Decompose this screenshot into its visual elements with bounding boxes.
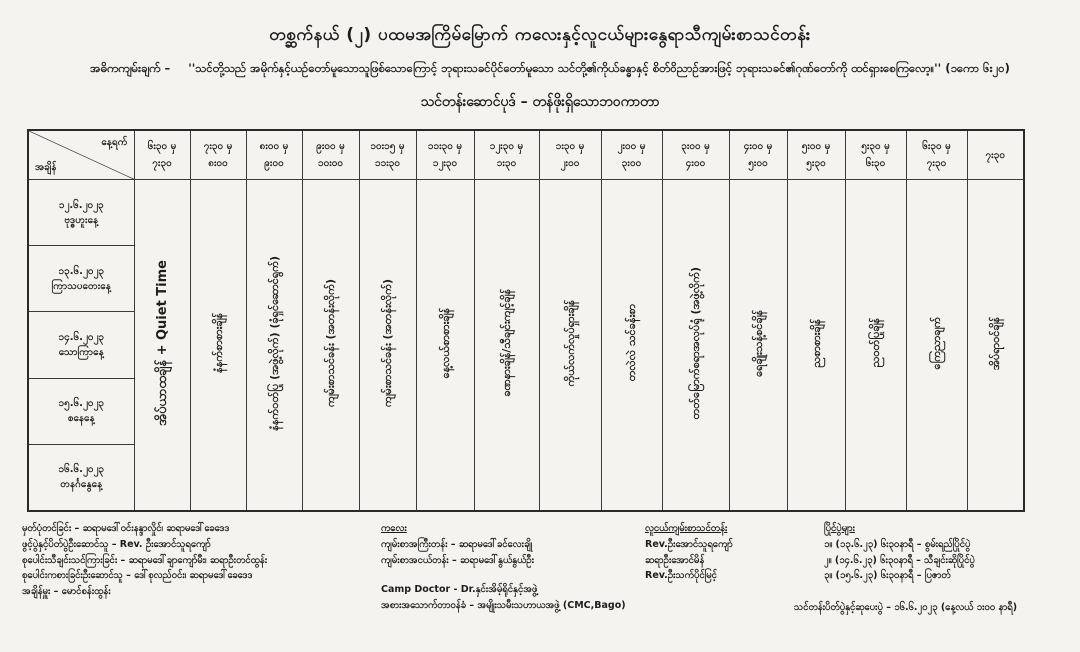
time-slot-8: ၁း၃၀ မှ ၂း၀၀ [539, 130, 601, 180]
activity-cell-2 [190, 180, 246, 511]
activity-label: အိပ်ရာဝင်ချိန် [988, 316, 1002, 370]
activity-label: ကြေညာချက် [930, 316, 943, 370]
list-item: Rev.ဦးအောင်သူရကျော် [645, 538, 733, 550]
list-item: အချိန်မှူး – မောင်စန်းထွန်း [22, 586, 111, 598]
date-cell-1: ၁၂.၆.၂၀၂၃ ဗုဒ္ဓဟူးနေ့ [28, 180, 134, 246]
activity-label: ညဝတ်ပြုချိန် [869, 318, 882, 368]
activity-cell-1 [134, 180, 190, 511]
activity-label: နေ့လယ်စာစားချိန် [438, 307, 452, 379]
food-in-charge: အစားအသောက်တာဝန်ခံ – အမျိုးသမီးသဟာယအဖွဲ့ (CMC,Bago) [381, 600, 626, 612]
closing-ceremony-note: သင်တန်းပိတ်ပွဲနှင့်ဆုပေးပွဲ – ၁၆.၆.၂၀၂၃ (နေ့လယ် ၁း၀၀ နာရီ) [794, 602, 1018, 614]
time-slot-5: ၁၀း၁၅ မှ ၁၁း၃၀ [359, 130, 416, 180]
footer-staff-list [22, 521, 362, 600]
corner-label-time: အချိန် [35, 162, 57, 174]
theme-subtitle: သင်တန်းဆောင်ပုဒ် – တန်ဖိုးရှိသောဘဝကာတာ [420, 94, 660, 110]
activity-label: တလဲလဲ သင်ခန်းစာ [625, 304, 638, 382]
activity-cell-15 [967, 180, 1024, 511]
time-slot-1: ၆း၃၀ မှ ၇း၃၀ [134, 130, 190, 180]
activity-label: ကျမ်းစာသင်ခန်း (အတန်းလိုက်) [381, 279, 394, 408]
date-cell-3: ၁၄.၆.၂၀၂၃ သောကြာနေ့ [28, 312, 134, 378]
list-item: Rev.ဦးသက်ပိုင်မြင့် [645, 570, 717, 582]
list-item: ဆရာဦးအောင်မိန် [645, 554, 705, 566]
footer-youth-teachers [645, 521, 805, 584]
list-item: ဖွင့်ပွဲနှင့်ပိတ်ပွဲဦးဆောင်သူ – Rev. ဦးအောင်သူရကျော် [22, 538, 211, 550]
time-slot-12: ၅း၀၀ မှ ၅း၃၀ [787, 130, 845, 180]
activity-cell-4 [302, 180, 359, 511]
activity-cell-12 [787, 180, 845, 511]
activity-label: ကျမ်းစာသင်ခန်း (အတန်းလိုက်) [324, 279, 337, 408]
list-item: ကျမ်းစာအငယ်တန်း – ဆရာမဒေါ်နွယ်နွယ်ဦး [381, 554, 534, 566]
time-slot-7: ၁၂း၃၀ မှ ၁း၃၀ [474, 130, 539, 180]
list-item: ၁။ (၁၃.၆.၂၃) ၆း၃၀နာရီ – စွမ်းရည်ပြိုင်ပွဲ [824, 538, 971, 550]
list-item: ကျမ်းစာအကြီးတန်း – ဆရာမဒေါ်ခင်လေးချို [381, 538, 533, 550]
activity-label: ကိုယ်လက်လှုပ်ရှားချိန် [563, 299, 577, 387]
time-header-row [28, 130, 1024, 180]
time-slot-10: ၃း၀၀ မှ ၄း၀၀ [662, 130, 729, 180]
time-slot-15: ၇း၃၀ [967, 130, 1024, 180]
competitions-heading: ပြိုင်ပွဲများ [824, 523, 855, 534]
list-item: မှတ်ပုံတင်ခြင်း – ဆရာမဒေါ်ဝင်းနန္ဒာလှိုင်၊ ဆရာမဒေါ်ခေဒေဒ [22, 523, 230, 534]
activity-label: အိပ်ယာထချိန် + Quiet Time [154, 260, 170, 427]
key-verse-text: ''သင်တို့သည် အမိုက်နှင့်ယဉ်တော်မူသောသူဖြစ်သောကြောင့် ဘုရားသခင်ပိုင်တော်မူသော သင်တို့၏ကိုယ်ခန္ဓာနှင့် စိတ်ဝိညာဉ်အားဖြင့် ဘုရားသခင်၏ဂုဏ်တော်ကို ထင်ရှားစေကြလော့။'' (၁ကော ၆း၂၀) [188, 61, 1010, 75]
time-slot-3: ၈း၀၀ မှ ၉း၀၀ [246, 130, 302, 180]
key-verse-label: အဓိကကျမ်းချက် – [90, 61, 171, 75]
list-item: ၂။ (၁၄.၆.၂၃) ၆း၃၀နာရီ – သီချင်းဆိုပြိုင်ပွဲ [824, 554, 975, 566]
table-row [28, 180, 1024, 246]
activity-cell-11 [729, 180, 787, 511]
activity-label: ညစာစားချိန် [809, 318, 823, 368]
activity-label: ခဏနားချိန်/သီချင်းကျင့်ချိန် [500, 289, 513, 397]
corner-cell [28, 130, 134, 180]
time-slot-4: ၉း၀၀ မှ ၁၀း၀၀ [302, 130, 359, 180]
activity-label: နံနက်ဝတ်ပြု (အဖွဲ့လိုက်) (ခုံရှင်ဆောင်ရွက်) [267, 255, 281, 431]
activity-cell-5 [359, 180, 416, 511]
time-slot-11: ၄း၀၀ မှ ၅း၀၀ [729, 130, 787, 180]
schedule-table [27, 129, 1025, 512]
corner-label-date: နေ့ရက် [101, 137, 128, 149]
activity-label: တတ်မြောက်စရာအလုပ်ရုံ (အဖွဲ့လိုက်) [689, 266, 702, 420]
footer-competitions [794, 521, 1074, 616]
activity-cell-6 [416, 180, 474, 511]
activity-cell-3 [246, 180, 302, 511]
activity-label: ရေချိုးသန့်စင်ချိန် [751, 309, 765, 377]
activity-cell-7 [474, 180, 539, 511]
list-item: ၃။ (၁၅.၆.၂၃) ၆း၃၀နာရီ – ပြဇာတ် [824, 570, 951, 582]
time-slot-9: ၂း၀၀ မှ ၃း၀၀ [601, 130, 662, 180]
time-slot-14: ၆း၃၀ မှ ၇း၃၀ [906, 130, 967, 180]
time-slot-13: ၅း၃၀ မှ ၆း၃၀ [845, 130, 906, 180]
activity-cell-8 [539, 180, 601, 511]
camp-doctor: Camp Doctor - Dr.နှင်းအိမ့်ရိုင်နှင့်အဖွဲ့ [381, 584, 538, 596]
activity-cell-10 [662, 180, 729, 511]
key-verse [40, 61, 1060, 78]
date-cell-2: ၁၃.၆.၂၀၂၃ ကြာသပတေးနေ့ [28, 246, 134, 312]
time-slot-6: ၁၁း၃၀ မှ ၁၂း၃၀ [416, 130, 474, 180]
activity-cell-14 [906, 180, 967, 511]
list-item: စုပေါင်းကစားခြင်းဦးဆောင်သူ – ဒေါ်စုလည်ဝင်း၊ ဆရာမဒေါ်ခေဒေဒ [22, 570, 253, 582]
youth-heading: လူငယ်ကျမ်းစာသင်တန်း [645, 523, 728, 534]
page-title: တစ္ဆက်နယ် (၂) ပထမအကြိမ်မြောက် ကလေးနှင့်လူငယ်များနွေရာသီကျမ်းစာသင်တန်း [269, 25, 811, 45]
activity-cell-13 [845, 180, 906, 511]
date-cell-4: ၁၅.၆.၂၀၂၃ စနေနေ့ [28, 378, 134, 444]
activity-cell-9 [601, 180, 662, 511]
list-item: စုပေါင်းသီချင်းသင်ကြားခြင်း – ဆရာမဒေါ်ချာကျော်မီး၊ ဆရာဦးတင်ထွန်း [22, 554, 268, 566]
activity-label: နံနက်စာစားချိန် [211, 313, 225, 374]
children-heading: ကလေး [381, 523, 407, 534]
footer-children-teachers [381, 521, 631, 614]
date-cell-5: ၁၆.၆.၂၀၂၃ တနင်္ဂနွေနေ့ [28, 444, 134, 511]
time-slot-2: ၇း၃၀ မှ ၈း၀၀ [190, 130, 246, 180]
